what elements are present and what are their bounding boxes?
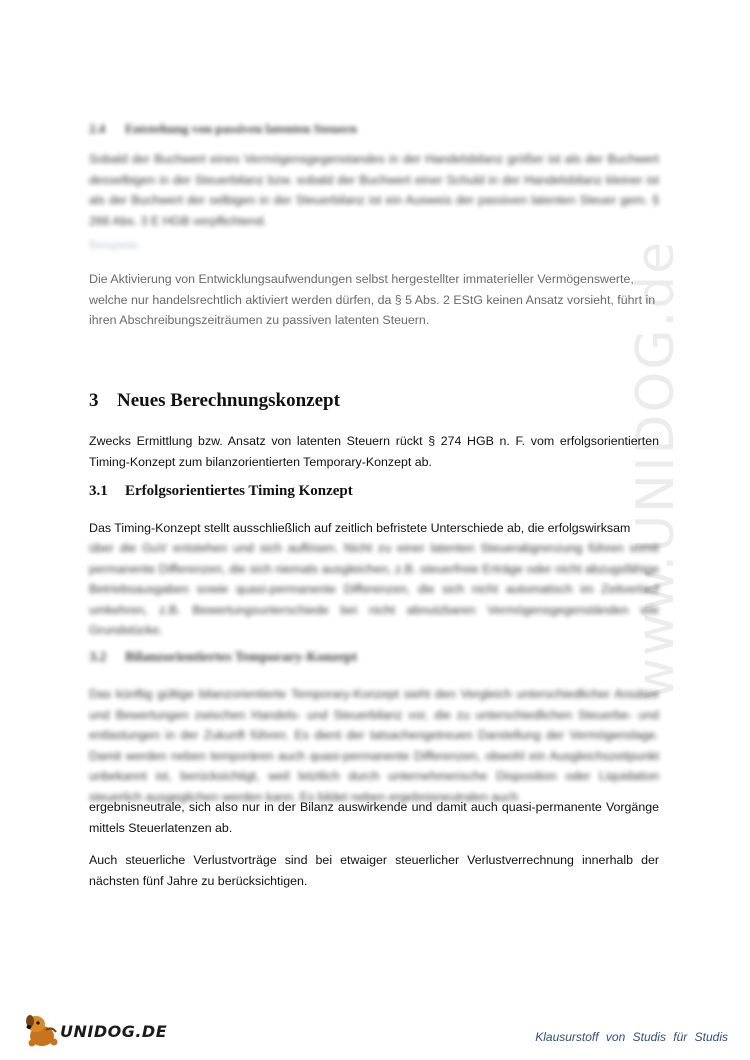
heading-3 — [89, 390, 340, 412]
heading-title: Erfolgsorientiertes Timing Konzept — [125, 483, 353, 499]
heading-title: Neues Berechnungskonzept — [117, 390, 340, 411]
example-text: Die Aktivierung von Entwicklungsaufwendungen selbst hergestellter immaterieller Vermögenswerte, welche nur handelsrechtlich aktiviert werden dürfen, da § 5 Abs. 2 EStG keinen Ansatz vorsieht, führt in ihren Abschreibungszeiträumen zu passiven latenten Steuern. — [89, 272, 656, 327]
heading-3-2 — [89, 650, 357, 666]
paragraph-passive-latent: Sobald der Buchwert eines Vermögensgegenstandes in der Handelsbilanz größer ist als der Buchwert desselbigen in der Steuerbilanz bzw. sobald der Buchwert einer Schuld in der Handelsbilanz kleiner ist als der Buchwert der selbigen in der Steuerbilanz ist ein Ausweis der passiven latenten Steuer gem. § 266 Abs. 3 E HGB verpflichtend. — [89, 152, 659, 228]
heading-number: 3 — [89, 390, 99, 411]
dog-mascot-icon — [22, 1012, 62, 1048]
paragraph-neues-konzept: Zwecks Ermittlung bzw. Ansatz von latenten Steuern rückt § 274 HGB n. F. vom erfolgsorientierten Timing-Konzept zum bilanzorientierten Temporary-Konzept ab. — [89, 434, 659, 469]
unidog-logo — [22, 1012, 168, 1048]
logo-text: UNIDOG.DE — [60, 1022, 168, 1041]
paragraph-timing-rest: über die GuV entstehen und sich auflösen. Nicht zu einer latenten Steuerabgrenzung führen somit permanente Differenzen, die sich niemals ausgleichen, z.B. steuerfreie Erträge oder nicht abzugsfähige Betriebsausgaben sowie quasi-permanente Differenzen, die sich nicht automatisch im Zeitverlauf umkehren, z.B. Bewertungsunterschiede bei nicht abnutzbaren Vermögensgegenständen wie Grundstücke. — [89, 541, 659, 637]
heading-number: 3.2 — [89, 650, 107, 665]
paragraph-verlustvortraege: Auch steuerliche Verlustvorträge sind bei etwaiger steuerlicher Verlustverrechnung innerhalb der nächsten fünf Jahre zu berücksichtigen. — [89, 853, 659, 888]
paragraph-temporary-clear: ergebnisneutrale, sich also nur in der Bilanz auswirkende und damit auch quasi-permanente Vorgänge mittels Steuerlatenzen ab. — [89, 800, 659, 835]
footer-slogan: Klausurstoff von Studis für Studis — [535, 1030, 728, 1044]
heading-2-4 — [89, 121, 357, 137]
heading-number: 3.1 — [89, 483, 108, 499]
heading-title: Entstehung von passiven latenten Steuern — [125, 121, 357, 136]
heading-number: 2.4 — [89, 121, 106, 136]
heading-title: Bilanzorientiertes Temporary-Konzept — [125, 650, 358, 665]
paragraph-timing-first-line: Das Timing-Konzept stellt ausschließlich auf zeitlich befristete Unterschiede ab, die erfolgswirksam — [89, 521, 631, 535]
paragraph-temporary-blurred: Das künftig gültige bilanzorientierte Temporary-Konzept sieht den Vergleich unterschiedlicher Ansätze und Bewertungen zwischen Handels- und Steuerbilanz vor, die zu unterschiedlichen Steuerbe- und entlastungen in der Zukunft führen. Es dient der tatsachengetreuen Darstellung der Vermögenslage. Damit werden neben temporären auch quasi-permanente Differenzen, obwohl ein Ausgleichszeitpunkt unbekannt ist, berücksichtigt, weil letztlich durch unternehmerische Disposition oder Liquidation steuerlich ausgeglichen werden kann. Es bildet neben ergebnisneutralen auch — [89, 687, 659, 804]
example-label: Beispiele: — [89, 238, 142, 252]
heading-3-1 — [89, 483, 353, 500]
watermark: www.UNIDOG.de — [626, 239, 686, 701]
